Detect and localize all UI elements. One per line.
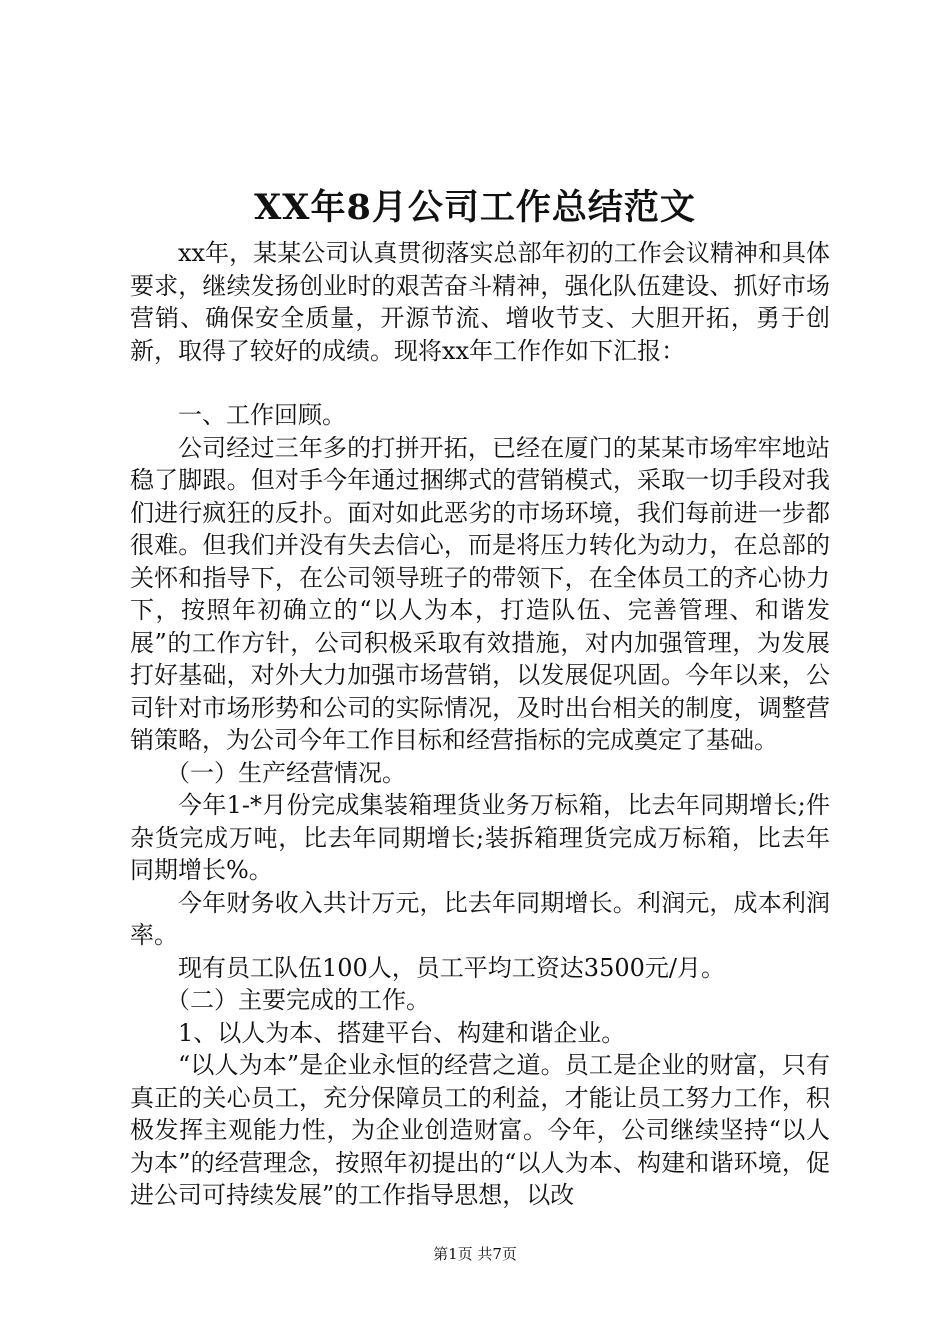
document-title: XX年8月公司工作总结范文 <box>254 187 696 228</box>
document-body <box>130 237 830 1212</box>
body-paragraph: 今年1-*月份完成集装箱理货业务万标箱，比去年同期增长;件杂货完成万吨，比去年同期增长;装拆箱理货完成万标箱，比去年同期增长%。 <box>130 791 830 884</box>
item-heading: 1、以人为本、搭建平台、构建和谐企业。 <box>178 1018 626 1047</box>
body-paragraph: 现有员工队伍100人，员工平均工资达3500元/月。 <box>178 953 725 982</box>
intro-paragraph: xx年，某某公司认真贯彻落实总部年初的工作会议精神和具体要求，继续发扬创业时的艰苦奋斗精神，强化队伍建设、抓好市场营销、确保安全质量，开源节流、增收节支、大胆开拓，勇于创新，取得了较好的成绩。现将xx年工作作如下汇报： <box>130 239 830 365</box>
subsection-heading-production: （一）生产经营情况。 <box>166 758 406 787</box>
body-paragraph: 公司经过三年多的打拼开拓，已经在厦门的某某市场牢牢地站稳了脚跟。但对手今年通过捆绑式的营销模式，采取一切手段对我们进行疯狂的反扑。面对如此恶劣的市场环境，我们每前进一步都很难。但我们并没有失去信心，而是将压力转化为动力，在总部的关怀和指导下，在公司领导班子的带领下，在全体员工的齐心协力下，按照年初确立的“以人为本，打造队伍、完善管理、和谐发展”的工作方针，公司积极采取有效措施，对内加强管理，为发展打好基础，对外大力加强市场营销，以发展促巩固。今年以来，公司针对市场形势和公司的实际情况，及时出台相关的制度，调整营销策略，为公司今年工作目标和经营指标的完成奠定了基础。 <box>130 433 830 754</box>
body-paragraph: “以人为本”是企业永恒的经营之道。员工是企业的财富，只有真正的关心员工，充分保障员工的利益，才能让员工努力工作，积极发挥主观能力性，为企业创造财富。今年，公司继续坚持“以人为本”的经营理念，按照年初提出的“以人为本、构建和谐环境，促进公司可持续发展”的工作指导思想，以改 <box>130 1051 830 1209</box>
subsection-heading-main-work: （二）主要完成的工作。 <box>166 986 430 1014</box>
section-heading-work-review: 一、工作回顾。 <box>178 401 346 429</box>
body-paragraph: 今年财务收入共计万元，比去年同期增长。利润元，成本利润率。 <box>130 888 830 949</box>
page-indicator: 第1页 共7页 <box>433 1245 517 1263</box>
